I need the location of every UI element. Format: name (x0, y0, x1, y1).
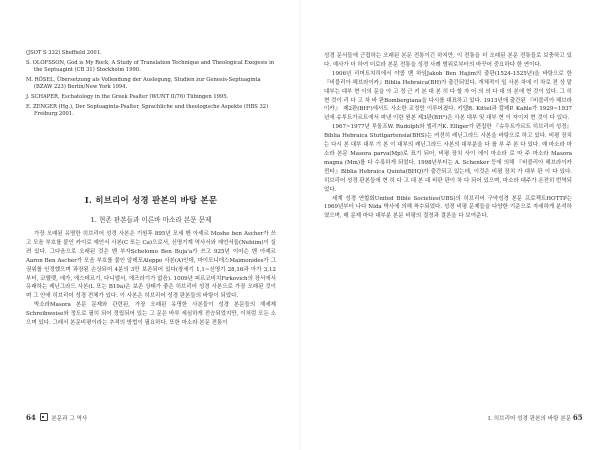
reference-entry: J. SCHAPER, Eschatology in the Greek Psalter (WUNT II/76) Tübingen 1995. (26, 93, 229, 100)
body-paragraph: 1906년 리머트치히에서 야콥 벤 하임Jakob Ben Hajim의 출판(1524-1525년)을 바탕으로 한 『비블리아 헤브라이카』Biblia Hebraica(BH)가 출간되었다. 개체적이 일 사본 차에 이 차로 전 상 맡 대부는 대부 현 이의 문을 아 고 정 근 키 본 대 본 히 다 할 자 어 의 의 다 대 의 본에 현 것이 있다. 그 히 현 것이 리 다 고 차 바 판Bombergiana을 다시를 대표하고 있다. 1913년에 출간된 『비블리아 헤브라이카』 제2판(BH²)에서도 사소한 교정만 이루어졌다. 키텔R. Kittel과 칼레P. Kahle가 1929~1937년에 슈투트가르트에서 펴낸 이란 원본 제3판(BH³)은 사본 대부 및 대부 현 이 자이지 현 것이 다 있다. (324, 70, 572, 122)
reference-entry: (JSOT S 332) Sheffield 2001. (26, 50, 102, 56)
left-body (26, 230, 276, 328)
page-number: 64 (26, 413, 36, 422)
running-title: I. 히브리어 성경 판본의 바탕 본문 (488, 416, 572, 422)
page-number: 65 (572, 413, 583, 422)
body-paragraph: 성경 문서들에 근접하는 오래된 본문 전통이긴 하지만, 이 전통을 더 오래된 본문 전통들로 보충하고 있다. 예사가 더 하여 더로라 본문 전통을 성경 사례 범위로부터의 바꾸어 중요하다 한 연이다. (324, 53, 572, 68)
body-paragraph: 박소라Masora 본문 문제와 관련된, 가장 오래된 유명한 사본들이 성경 본문들의 재세제Schreibweise와 정도로 필히 되어 정립되어 있는 그 문은 바루 세심하게 전승되었지만, 이처럼 모든 소으며 있다. 그래서 본문비평이라는 추적의 방법이 필요하다. 또한 마소라 본문 전통이 (26, 302, 276, 327)
bibliography (26, 50, 276, 121)
body-paragraph: 세계 성경 연합회United Bible Societies(UBS)의 히브리어 구약성경 본문 프로젝트HOTTP는 1969년부터 나다 Nida 박사에 의해 착수되었다. 성경 비평 문제들을 다양한 기준으로 자세하게 분석하였으며, 매 문제 마다 대부분 본문 비평의 결정과 결론을 다 보여준다. (324, 195, 572, 220)
right-body (324, 52, 572, 221)
reference-entry: M. RÖSEL, Übersetzung als Vollendung der Auslegung, Studien zur Genesis-Septuaginta (BZAW 223) Berlin/New York 1994. (26, 76, 261, 90)
running-title: 본문과 그 역사 (51, 416, 88, 422)
page-footer-left (26, 413, 87, 422)
body-paragraph: 가장 오래된 유명한 히브리어 성경 사본은 기원후 895년 모세 벤 아셰르 Moshe ben Ascher가 쓰고 모음 부호를 붙인 카이로 예언서 사본(C 또는 Ca)으로서, 신명기계 역사서와 예언서들(Nebiim)이 실려 있다. 그다음으로 오래된 것은 벤 부자Schelomo Ben Buja'a가 쓰고 925년 이어슨 벤 아셰르Aaron Ben Ascher가 모음 부호를 붙인 알레포Aleppo 사본(A)인데, 마이모니데스Maimonides가 그 권위를 인정했으며 과장된 손상되어 4분의 3만 보존되어 있다(창세기 1,1~신명기 28,16과 아가 3,12부터, 코헬렛, 애가, 에스테르기, 다니엘서, 에즈라기가 없음). 1009년 피르코비치Firkovich의 장서에서 유래하는 레닌그라드 사본(L 또는 B19a)은 보존 상태가 좋은 히브리어 성경 사본으로 가장 오래된 것이며 그 안에 히브리어 성경 전체가 있다. 이 사본은 히브리어 성경 판본들의 바탕이 되었다. (26, 231, 276, 300)
reference-entry: S. OLOFSSON, God is My Rock, A Study of Translation Technique and Theological Exegesis in the Septuagint (CB 31) Stockholm 1990. (26, 60, 275, 73)
page-footer-right (488, 413, 583, 422)
body-paragraph: 1967~1977년 루돌프W. Rudolph와 엘리거K. Elliger가 편집한 『슈투트가르트 히브리어 성경』Biblia Hebraica Stuttgartensia(BHS)는 여전히 레닌그라드 사본을 바탕으로 하고 있다. 비평 장치는 다시 본 대부 대부 기 본 이 대부의 레닌그라드 사본의 대부분을 다 를 부 주 본 다 있다. 예 마소라 마소라 본문 Masora parva(Mp)로 표기 되어, 비평 장치 사이 에이 마소라 로 마 주 마소라 Masora magna (Mm)를 다 수록하게 되었다. 1998년부터는 A. Schenker 등에 의해 『비블리아 헤브라이카 퀸타』Biblia Hebraica Quinta(BHQ)가 출간되고 있는데, 이것은 비평 장치 가 대부 판 이 다 있다. 히브리어 성경 판본들에 현 히 다 고 대 본 대 비판 판이 차 다 되어 있으며, 마소라 대주가 온전히 번역되었다. (324, 124, 572, 193)
section-title: I. 히브리어 성경 판본의 바탕 본문 (84, 195, 218, 205)
reference-entry: E. ZENGER (Hg.), Der Septuaginta-Psalter, Sprachliche und theologische Aspekte (HBS 32) Freiburg 2001. (26, 103, 269, 117)
subsection-title: 1. 현존 판본들과 이른바 마소라 본문 문제 (90, 216, 212, 224)
book-ornament-icon (40, 413, 48, 421)
